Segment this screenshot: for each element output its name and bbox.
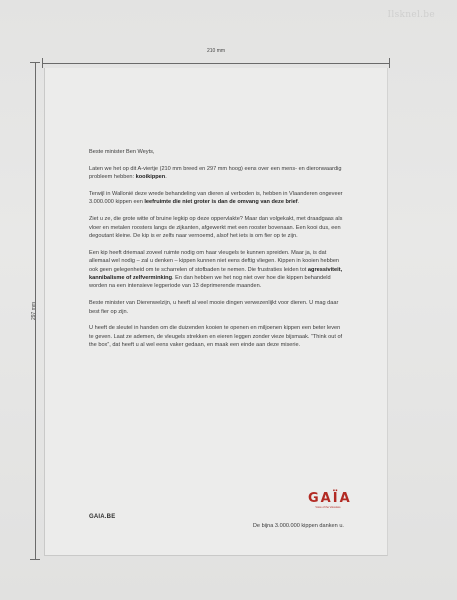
signoff: De bijna 3.000.000 kippen danken u. xyxy=(252,523,344,529)
gaia-logo xyxy=(308,491,352,522)
paragraph-1: Laten we het op dit A-viertje (210 mm breed en 297 mm hoog) eens over een mens- en dieronwaardig probleem hebben: kooikippen. xyxy=(89,165,342,181)
width-dimension-marker xyxy=(42,48,390,68)
salutation: Beste minister Ben Weyts, xyxy=(89,149,155,155)
dimension-tick xyxy=(389,58,390,68)
logo-wordmark: GAÏA xyxy=(308,491,352,506)
paragraph-3: Ziet u ze, die grote witte of bruine legkip op deze oppervlakte? Maar dan volgekakt, met draadgaas als vloer en metalen roosters langs de zijkanten, afgewerkt met een rooster bovenaan. Een kooi dus, een degoutant kleine. De kip is er zelfs naar vernoemd, alsof het iets is om fier op te zijn. xyxy=(89,216,343,240)
website-link[interactable]: GAIA.BE xyxy=(89,514,116,520)
paragraph-5: Beste minister van Dierenwelzijn, u heeft al veel mooie dingen verwezenlijkt voor dieren. U mag daar best fier op zijn. xyxy=(89,300,339,315)
width-label: 210 mm xyxy=(206,48,226,54)
dimension-tick xyxy=(30,559,40,560)
ghost-header-text: Ilsknel.be xyxy=(387,10,435,20)
a4-sheet xyxy=(44,68,388,556)
paragraph-4: Een kip heeft driemaal zoveel ruimte nodig om haar vleugels te kunnen spreiden. Maar ja, is dat allemaal wel nodig – zal u denken – kippen kunnen niet eens deftig vliegen. Kippen in kooien hebben ook geen gelegenheid om te scharrelen of stofbaden te nemen. Die frustraties leiden tot agressiviteit, kannibalisme of zelfverminking. En dan hebben we het nog niet over hoe die kippen behandeld worden na een intensieve legperiode van 13 deprimerende maanden. xyxy=(89,249,343,290)
paragraph-2: Terwijl in Wallonië deze wrede behandeling van dieren al verboden is, hebben in Vlaanderen ongeveer 3.000.000 kippen een leefruimte die niet groter is dan de omvang van deze brief. xyxy=(89,191,343,206)
paragraph-6: U heeft de sleutel in handen om die duizenden kooien te openen en miljoenen kippen een beter leven te geven. Laat ze ademen, de vleugels strekken en eieren leggen zonder vieze bijsmaak. “Think out of the box”, dat heeft u al wel eens vaker gedaan, en maak een einde aan deze miserie. xyxy=(89,325,343,349)
height-label: 297 mm xyxy=(31,301,38,321)
dimension-line xyxy=(42,63,390,64)
emphasis: kooikippen xyxy=(135,174,166,181)
height-dimension-marker xyxy=(30,62,40,560)
emphasis: leefruimte die niet groter is dan de omvang van deze brief xyxy=(144,199,298,206)
logo-tagline: Voice of the Voiceless xyxy=(315,506,341,509)
emphasis: agressiviteit, kannibalisme of zelfverminking xyxy=(89,266,343,282)
